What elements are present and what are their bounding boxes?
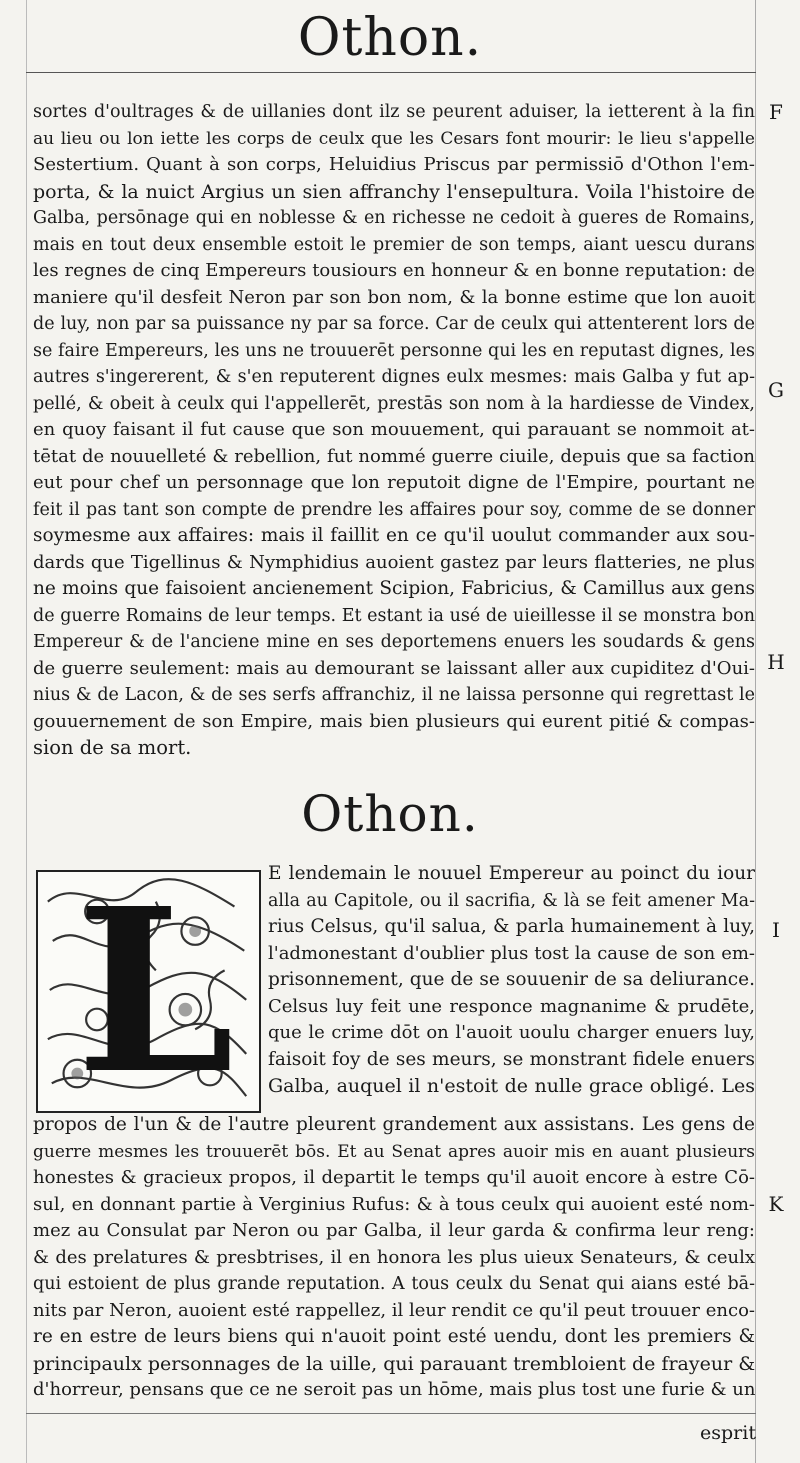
footer-rule (26, 1413, 756, 1414)
running-head: Othon. (297, 8, 483, 68)
initial-letter: L (76, 860, 235, 1124)
text-line: E lendemain le nouuel Empereur au poinct du iour (268, 863, 755, 884)
text-line: re en estre de leurs biens qui n'auoit point esté uendu, dont les premiers & (33, 1326, 755, 1347)
decorated-initial (36, 860, 261, 1124)
text-line: de guerre Romains de leur temps. Et estant ia usé de uieillesse il se monstra bon (33, 605, 755, 626)
catchword: esprit (700, 1422, 756, 1444)
text-line: sul, en donnant partie à Verginius Rufus: & à tous ceulx qui auoient esté nom- (33, 1193, 755, 1215)
text-line: Celsus luy feit une responce magnanime & prudēte, (268, 995, 755, 1017)
text-line: porta, & la nuict Argius un sien affranchy l'ensepultura. Voila l'histoire de (33, 180, 755, 203)
text-line: sortes d'oultrages & de uillanies dont ilz se peurent aduiser, la ietterent à la fin (33, 102, 755, 122)
text-line: ne moins que faisoient ancienement Scipion, Fabricius, & Camillus aux gens (33, 578, 755, 599)
text-line: de guerre seulement: mais au demourant se laissant aller aux cupiditez d'Oui- (33, 657, 755, 679)
text-line: maniere qu'il desfeit Neron par son bon nom, & la bonne estime que lon auoit (33, 286, 755, 308)
text-line: faisoit foy de ses meurs, se monstrant fidele enuers (268, 1048, 755, 1070)
text-line: sion de sa mort. (33, 736, 192, 759)
text-line: Sestertium. Quant à son corps, Heluidius Priscus par permissiō d'Othon l'em- (33, 154, 755, 175)
header-rule (26, 72, 756, 73)
text-line: au lieu ou lon iette les corps de ceulx que les Cesars font mourir: le lieu s'appelle (33, 128, 755, 149)
othon-indented-block (268, 861, 755, 1100)
text-line: Galba, auquel il n'estoit de nulle grace obligé. Les (268, 1075, 755, 1097)
text-line: rius Celsus, qu'il salua, & parla humainement à luy, (268, 916, 755, 937)
text-line: d'horreur, pensans que ce ne seroit pas un hōme, mais plus tost une furie & un (33, 1379, 756, 1400)
text-line: prisonnement, que de se souuenir de sa deliurance. (268, 969, 755, 990)
text-line: les regnes de cinq Empereurs tousiours en honneur & en bonne reputation: de (33, 260, 755, 281)
text-line: que le crime dōt on l'auoit uoulu charger enuers luy, (268, 1022, 755, 1043)
text-line: se faire Empereurs, les uns ne trouuerēt personne qui les en reputast dignes, les (33, 340, 755, 361)
text-line: gouuernement de son Empire, mais bien plusieurs qui eurent pitié & compas- (33, 710, 755, 732)
text-line: nius & de Lacon, & de ses serfs affranchiz, il ne laissa personne qui regrettast le (33, 685, 755, 705)
margin-letter: G (768, 378, 784, 402)
text-line: alla au Capitole, ou il sacrifia, & là se feit amener Ma- (268, 890, 755, 911)
text-line: Galba, persōnage qui en noblesse & en richesse ne cedoit à gueres de Romains, (33, 208, 755, 228)
text-line: Empereur & de l'anciene mine en ses deportemens enuers les soudards & gens (33, 632, 755, 652)
text-line: principaulx personnages de la uille, qui parauant trembloient de frayeur & (33, 1352, 756, 1375)
text-line: l'admonestant d'oublier plus tost la cause de son em- (268, 942, 755, 964)
text-line: pellé, & obeit à ceulx qui l'appellerēt, prestās son nom à la hardiesse de Vindex, (33, 393, 755, 414)
margin-letter: F (769, 100, 783, 124)
section-title: Othon. (301, 785, 479, 843)
text-line: tētat de nouuelleté & rebellion, fut nommé guerre ciuile, depuis que sa faction (33, 445, 755, 467)
left-margin-rule (26, 0, 27, 1463)
text-line: de luy, non par sa puissance ny par sa force. Car de ceulx qui attenterent lors de (33, 314, 755, 334)
text-line: nits par Neron, auoient esté rappellez, il leur rendit ce qu'il peut trouuer enco- (33, 1299, 755, 1321)
text-line: mais en tout deux ensemble estoit le premier de son temps, aiant uescu durans (33, 234, 755, 255)
text-line: mez au Consulat par Neron ou par Galba, il leur garda & confirma leur reng: (33, 1220, 755, 1241)
text-line: guerre mesmes les trouuerēt bōs. Et au Senat apres auoir mis en auant plusieurs (33, 1141, 755, 1162)
margin-letter: I (772, 918, 780, 942)
galba-text-block (33, 99, 755, 762)
text-line: eut pour chef un personnage que lon reputoit digne de l'Empire, pourtant ne (33, 472, 755, 493)
text-line: honestes & gracieux propos, il departit le temps qu'il auoit encore à estre Cō- (33, 1167, 755, 1188)
text-line: autres s'ingererent, & s'en reputerent dignes eulx mesmes: mais Galba y fut ap- (33, 367, 755, 387)
text-line: soymesme aux affaires: mais il faillit en ce qu'il uoulut commander aux sou- (33, 525, 755, 546)
othon-text-block (33, 1112, 755, 1404)
text-line: qui estoient de plus grande reputation. A tous ceulx du Senat qui aians esté bā- (33, 1274, 755, 1294)
margin-letter: H (767, 650, 785, 674)
text-line: dards que Tigellinus & Nymphidius auoient gastez par leurs flatteries, ne plus (33, 551, 755, 573)
text-line: en quoy faisant il fut cause que son mouuement, qui parauant se nommoit at- (33, 419, 755, 440)
margin-letter: K (768, 1192, 784, 1216)
text-line: propos de l'un & de l'autre pleurent grandement aux assistans. Les gens de (33, 1114, 755, 1135)
right-margin-rule (755, 0, 756, 1463)
text-line: & des prelatures & presbtrises, il en honora les plus uieux Senateurs, & ceulx (33, 1246, 755, 1268)
text-line: feit il pas tant son compte de prendre les affaires pour soy, comme de se donner (33, 499, 755, 520)
